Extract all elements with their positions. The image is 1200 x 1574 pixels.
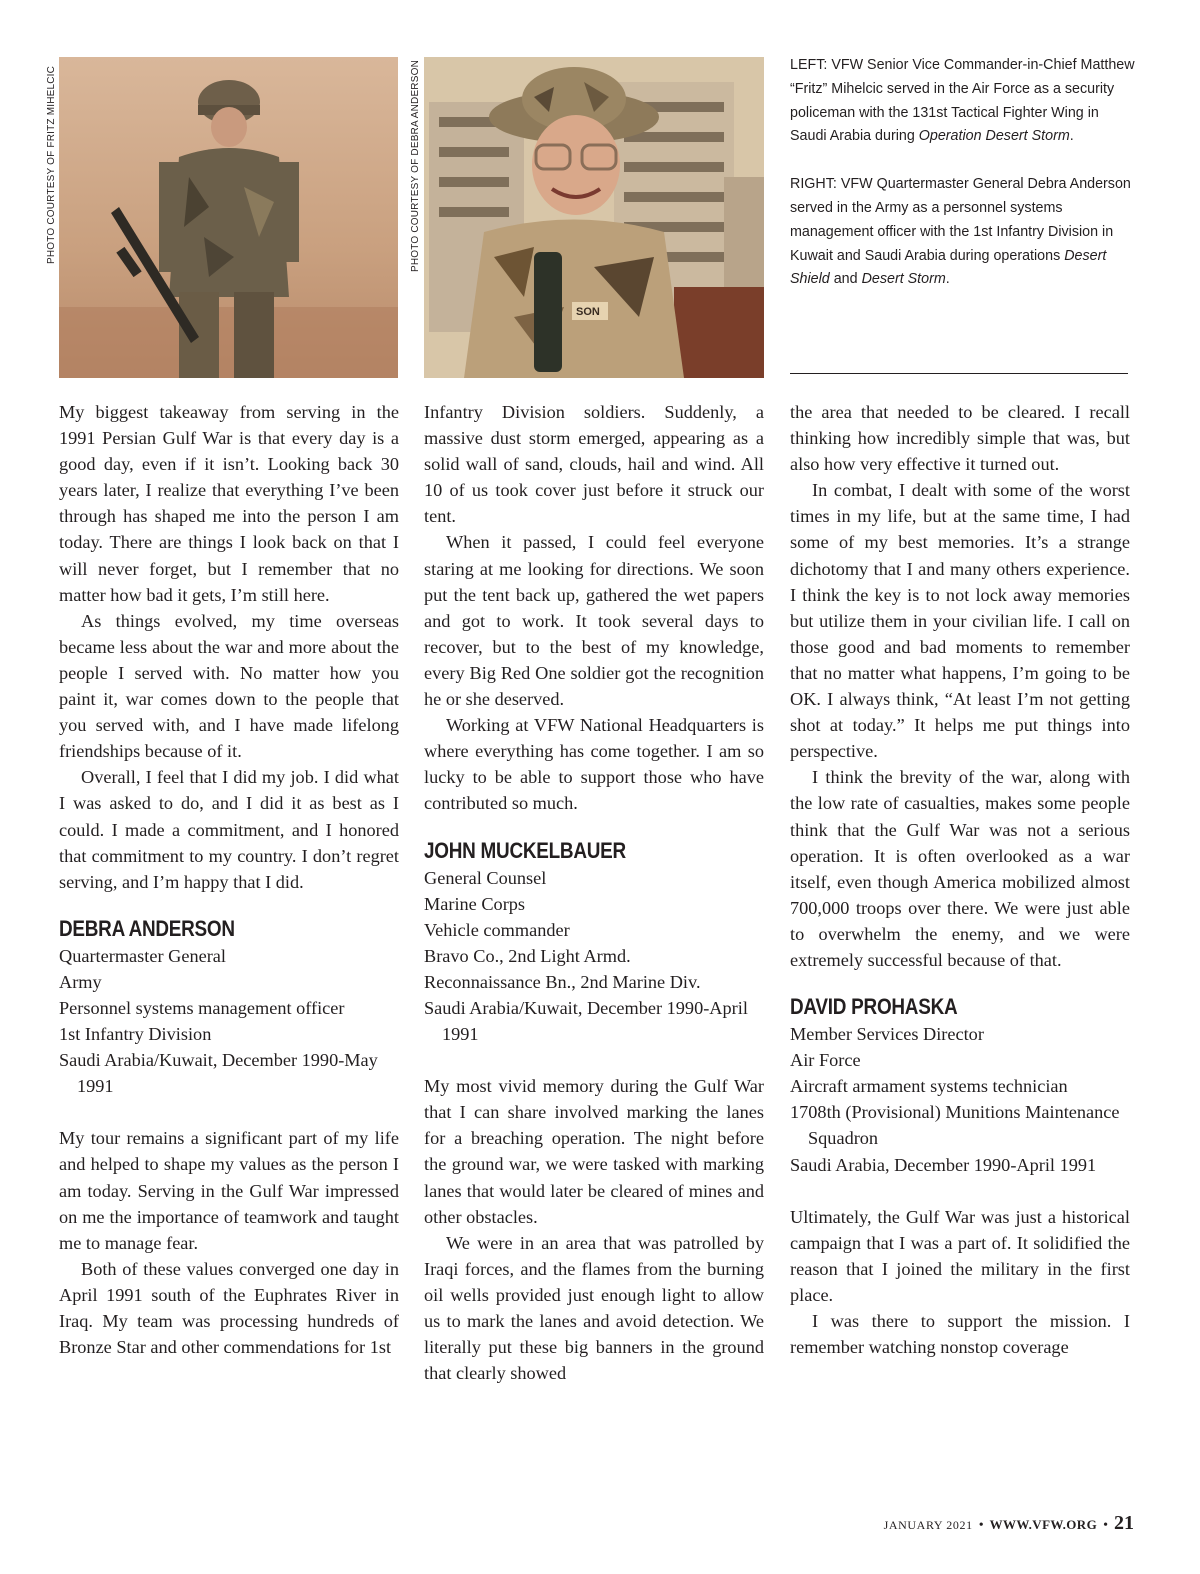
name-heading-david-prohaska: DAVID PROHASKA	[790, 994, 958, 1020]
column-1	[59, 399, 399, 1360]
caption-divider	[790, 373, 1128, 374]
bullet-separator: •	[1103, 1518, 1108, 1533]
paragraph: In combat, I dealt with some of the worst times in my life, but at the same time, I had some of my best memories. It’s a strange dichotomy that I and many others experience. I think the key is to not lock away memories but utilize them in your civilian life. I call on those good and bad moments to remember that no matter what happens, I’m going to be OK. I always think, “At least I’m not getting shot at today.” It helps me put things into perspective.	[790, 480, 1130, 762]
paragraph: Ultimately, the Gulf War was just a historical campaign that I was a part of. It solidified the reason that I joined the military in the first place.	[790, 1206, 1130, 1305]
bio-line: 1708th (Provisional) Munitions Maintenance Squadron	[790, 1102, 1120, 1149]
paragraph: Working at VFW National Headquarters is where everything has come together. I am so lucky to be able to support those who have contributed so much.	[424, 715, 764, 814]
page-number: 21	[1114, 1512, 1134, 1534]
paragraph: When it passed, I could feel everyone staring at me looking for directions. We soon put the tent back up, gathered the wet papers and got to work. It took several days to recover, but to the best of my knowledge, every Big Red One soldier got the recognition he or she deserved.	[424, 532, 764, 710]
paragraph: As things evolved, my time overseas became less about the war and more about the people I served with. No matter how you paint it, war comes down to the people that you served with, and I have made lifelong friendships because of it.	[59, 610, 399, 762]
bio-line: Personnel systems management officer	[59, 997, 345, 1018]
name-heading-john-muckelbauer: JOHN MUCKELBAUER	[424, 837, 626, 863]
paragraph: My tour remains a significant part of my life and helped to shape my values as the person I am today. Serving in the Gulf War impressed on me the importance of teamwork and taught me to manage fear.	[59, 1128, 399, 1253]
paragraph: I think the brevity of the war, along with the low rate of casualties, makes some people think that the Gulf War was not a serious operation. It is often overlooked as a war itself, even though America mobilized almost 700,000 troops over there. We were just able to overwhelm the enemy, and we were extremely successful because of that.	[790, 767, 1130, 970]
photo-credit-right: PHOTO COURTESY OF DEBRA ANDERSON	[410, 59, 421, 272]
name-heading-debra-anderson: DEBRA ANDERSON	[59, 915, 235, 941]
bio-line: Aircraft armament systems technician	[790, 1076, 1068, 1097]
paragraph: I was there to support the mission. I remember watching nonstop coverage	[790, 1311, 1130, 1358]
paragraph: We were in an area that was patrolled by Iraqi forces, and the flames from the burning oil wells provided just enough light to allow us to mark the lanes and avoid detection. We literally put these big banners in the ground that clearly showed	[424, 1232, 764, 1384]
bio-line: Bravo Co., 2nd Light Armd.	[424, 945, 631, 966]
bio-line: Saudi Arabia/Kuwait, December 1990-May 1991	[59, 1050, 378, 1097]
bio-line: Vehicle commander	[424, 919, 570, 940]
bio-line: Army	[59, 971, 102, 992]
issue-date: JANUARY 2021	[883, 1518, 973, 1532]
name-tape-text: SON	[576, 306, 600, 318]
column-2	[424, 399, 764, 1386]
photo-fritz-mihelcic	[59, 57, 398, 378]
bio-line: 1st Infantry Division	[59, 1024, 212, 1045]
caption-right: RIGHT: VFW Quartermaster General Debra Anderson served in the Army as a personnel systems management officer with the 1st Infantry Division in Kuwait and Saudi Arabia during operations Desert Shield and Desert Storm.	[790, 176, 1131, 288]
caption-left: LEFT: VFW Senior Vice Commander-in-Chief Matthew “Fritz” Mihelcic served in the Air Force as a security policeman with the 131st Tactical Fighter Wing in Saudi Arabia during Operation Desert Storm.	[790, 57, 1135, 145]
paragraph: Overall, I feel that I did my job. I did what I was asked to do, and I did it as best as I could. I made a commitment, and I honored that commitment to my country. I don’t regret serving, and I’m happy that I did.	[59, 767, 399, 892]
bio-line: General Counsel	[424, 867, 547, 888]
paragraph: Both of these values converged one day in April 1991 south of the Euphrates River in Iraq. My team was processing hundreds of Bronze Star and other commendations for 1st	[59, 1258, 399, 1358]
bio-block	[790, 1021, 1130, 1178]
bio-line: Quartermaster General	[59, 945, 226, 966]
bio-block	[59, 943, 399, 1100]
bio-line: Member Services Director	[790, 1024, 984, 1045]
photo-credit-left: PHOTO COURTESY OF FRITZ MIHELCIC	[46, 65, 57, 264]
bio-block	[424, 865, 764, 1048]
bio-line: Air Force	[790, 1050, 861, 1071]
paragraph: My biggest takeaway from serving in the 1991 Persian Gulf War is that every day is a good day, even if it isn’t. Looking back 30 years later, I realize that everything I’ve been through has shaped me into the person I am today. There are things I look back on that I will never forget, but I remember that no matter how bad it gets, I’m still here.	[59, 402, 399, 605]
bio-line: Saudi Arabia, December 1990-April 1991	[790, 1154, 1097, 1175]
bio-line: Saudi Arabia/Kuwait, December 1990-April 1991	[424, 997, 748, 1045]
photo-debra-anderson	[424, 57, 764, 378]
website-link[interactable]: WWW.VFW.ORG	[989, 1517, 1098, 1532]
paragraph: My most vivid memory during the Gulf War that I can share involved marking the lanes for a breaching operation. The night before the ground war, we were tasked with marking lanes that would later be cleared of mines and other obstacles.	[424, 1076, 764, 1227]
bio-line: Reconnaissance Bn., 2nd Marine Div.	[424, 971, 701, 992]
bio-line: Marine Corps	[424, 893, 526, 914]
paragraph: Infantry Division soldiers. Suddenly, a massive dust storm emerged, appearing as a solid wall of sand, clouds, hail and wind. All 10 of us took cover just before it struck our tent.	[424, 402, 764, 527]
bullet-separator: •	[978, 1518, 984, 1533]
column-3	[790, 399, 1130, 1360]
photo-captions	[790, 54, 1135, 316]
paragraph: the area that needed to be cleared. I recall thinking how incredibly simple that was, but also how very effective it turned out.	[790, 402, 1130, 475]
page-footer	[884, 1512, 1134, 1535]
